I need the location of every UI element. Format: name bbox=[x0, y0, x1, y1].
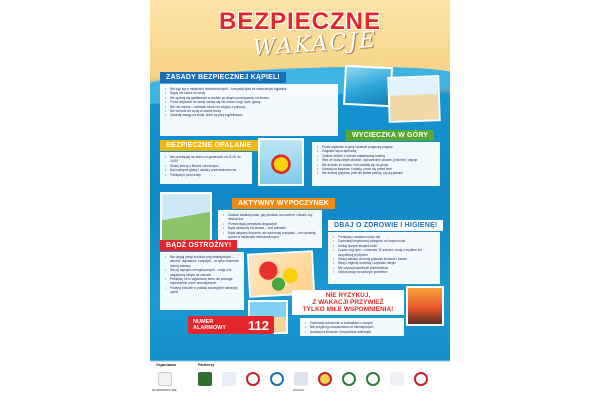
careful-list bbox=[165, 255, 239, 295]
poster-subtitle: WAKACJE bbox=[251, 27, 379, 62]
partner-logo-7 bbox=[342, 372, 356, 386]
section-title-sun: BEZPIECZNE OPALANIE bbox=[160, 140, 258, 151]
list-item: • Zawsze zakładaj kask, gdy jeździsz na rowerze, rolkach czy deskorolce bbox=[223, 213, 317, 222]
mountain-list bbox=[317, 145, 435, 176]
poster-title: BEZPIECZNE bbox=[218, 8, 381, 35]
photo-sunset bbox=[406, 286, 444, 326]
memories-title-line3: TYLKO MIŁE WSPOMNIENIA! bbox=[302, 306, 394, 313]
list-item: • Często myj ręce – minimum 30 sekund, wodą z mydłem lub dezynfekuj je płynem bbox=[333, 248, 435, 257]
alarm-label-line1: NUMER bbox=[193, 319, 214, 325]
list-item: • Uważaj na kleszcze i owady, chroń się przed nimi bbox=[317, 167, 435, 171]
list-item: • Nie kąp się w miejscach niedozwolonych – korzystaj tylko ze strzeżonych kąpielisk bbox=[165, 87, 333, 91]
list-item: • Zabierz telefon z dobrze naładowaną baterią bbox=[317, 154, 435, 158]
list-item: • Podaruj zdrowie w postaci szczególne należytej opieki bbox=[165, 286, 239, 295]
list-item: • Zachowaj ostrożność w kontaktach z obcymi bbox=[305, 321, 399, 325]
memories-title-line1: NIE RYZYKUJ, bbox=[325, 292, 371, 299]
section-title-swim: ZASADY BEZPIECZNEJ KĄPIELI bbox=[160, 72, 286, 83]
list-item: • Stosuj kremy z filtrami ochronnymi bbox=[165, 164, 247, 168]
list-item: • Przestrzegaj przepisów drogowych bbox=[223, 222, 317, 226]
list-item: • Nie przyjmuj poczęstunków od nieznajomych bbox=[305, 325, 399, 329]
partner-logo-3 bbox=[246, 372, 260, 386]
section-title-health: DBAJ O ZDROWIE I HIGIENĘ! bbox=[328, 220, 443, 231]
organizer-label: Organizator bbox=[156, 363, 177, 367]
list-item: • Nie schodź ze szlaku i nie oddalaj się od grupy bbox=[317, 163, 435, 167]
partner-logo-6 bbox=[318, 372, 332, 386]
section-title-memories bbox=[292, 290, 404, 315]
list-item: • Pamiętaj o piciu wody bbox=[165, 173, 247, 177]
health-list bbox=[333, 235, 435, 275]
organizer-caption: WOJEWÓDZKA SPE bbox=[152, 389, 177, 392]
panel-sun bbox=[160, 152, 252, 184]
list-item: • Nie używaj wspólnych przedmiotów bbox=[333, 266, 435, 270]
section-title-active: AKTYWNY WYPOCZYNEK bbox=[232, 198, 335, 209]
partner-logo-8 bbox=[366, 372, 380, 386]
alarm-label bbox=[193, 319, 226, 331]
list-item: • Przed wejściem do wody ochłap się lub zmocz nogi, ręce, głowę bbox=[165, 100, 333, 104]
poster-footer bbox=[150, 362, 450, 400]
poster bbox=[150, 0, 450, 400]
partner-logo-10 bbox=[414, 372, 428, 386]
list-item: • Noś nakrycie głowy i okulary przeciwsłoneczne bbox=[165, 168, 247, 172]
list-item: • Weź ze sobą ciepłe ubranie, odpowiednie obuwie, jedzenie i napoje bbox=[317, 158, 435, 162]
list-item: • Zachowaj bezpieczną odległość od innych osób bbox=[333, 239, 435, 243]
alarm-label-line2: ALARMOWY bbox=[193, 325, 226, 331]
sun-list bbox=[165, 155, 247, 177]
police-logo bbox=[294, 372, 308, 386]
panel-health bbox=[328, 232, 440, 284]
list-item: • Dbaj o higienę osobistą i czystość miejsc bbox=[333, 261, 435, 265]
swim-list bbox=[165, 87, 333, 118]
list-item: • Nie przebywaj na słońcu w godzinach od 11:00 do 15:00 bbox=[165, 155, 247, 164]
list-item: • Przed wyjściem w góry sprawdź prognozę pogody bbox=[317, 145, 435, 149]
list-item: • Stosuj zasady ochrony podczas kichania i kaszlu bbox=[333, 257, 435, 261]
panel-swim bbox=[160, 84, 338, 136]
list-item: • Nie zbieraj grzybów, jeśli nie jesteś pewny, czy są jadalne bbox=[317, 171, 435, 175]
police-caption: POLICJA bbox=[293, 389, 304, 392]
partner-logo-9 bbox=[390, 372, 404, 386]
memories-list bbox=[305, 321, 399, 334]
alarm-number: 112 bbox=[248, 318, 269, 333]
list-item: • Zaopatrz się w apteczkę bbox=[317, 149, 435, 153]
list-item: • Nie ulegaj presji środków psychoaktywnych – alkohol, dopalacze, narkotyki – to tylko złudzenie dobrej zabawy bbox=[165, 255, 239, 268]
partner-logo-1 bbox=[198, 372, 212, 386]
list-item: • Pamiętaj, że w wyjazdowy stres nie pomaga zaproszenie przez nieznajomych bbox=[165, 277, 239, 286]
organizer-logo bbox=[158, 372, 172, 386]
list-item: • Nie opieraj się gwałtownie w wodzie po długim przebywaniu na słońcu bbox=[165, 96, 333, 100]
list-item: • Bądź widoczny na drodze – noś odblaski bbox=[223, 226, 317, 230]
photo-swimming bbox=[343, 65, 393, 107]
active-list bbox=[223, 213, 317, 239]
list-item: • Nie wchodź do wody w czasie burzy bbox=[165, 109, 333, 113]
list-item: • Bądź aktywny fizycznie, ale zachowaj rozsądek – nie uprawiaj sportu w miejscach niedozwolonych bbox=[223, 231, 317, 240]
memories-title-line2: Z WAKACJI PRZYWIEŹ bbox=[312, 299, 384, 306]
section-title-careful: BĄDŹ OSTROŻNY! bbox=[160, 240, 237, 251]
partners-label: Partnerzy bbox=[198, 363, 215, 367]
list-item: • Unikaj dużych skupisk ludzi bbox=[333, 244, 435, 248]
list-item: • Odpoczywaj na świeżym powietrzu bbox=[333, 270, 435, 274]
panel-memories bbox=[300, 318, 404, 336]
section-title-mountain: WYCIECZKA W GÓRY bbox=[346, 130, 434, 141]
photo-sun-drawing bbox=[258, 138, 304, 186]
alarm-number-badge bbox=[188, 316, 274, 334]
panel-mountain bbox=[312, 142, 440, 186]
photo-cycling bbox=[160, 192, 212, 246]
list-item: • Nie pij napojów energetycznych – mają one negatywny wpływ na zdrowie bbox=[165, 268, 239, 277]
partner-logo-4 bbox=[270, 372, 284, 386]
panel-careful bbox=[160, 252, 244, 310]
photo-kids-beach bbox=[387, 75, 441, 123]
list-item: • Zwracaj uwagę na znaki, które są przy kąpieliskach bbox=[165, 113, 333, 117]
list-item: • Nigdy nie skacz do wody bbox=[165, 91, 333, 95]
list-item: • Uważaj na kleszcze i bezpańskie zwierzęta bbox=[305, 330, 399, 334]
list-item: • Nie rób żartów – ratownik może nie zdążyć z pomocą bbox=[165, 105, 333, 109]
list-item: • Pamiętaj o częstym myciu rąk bbox=[333, 235, 435, 239]
partner-logo-2 bbox=[222, 372, 236, 386]
